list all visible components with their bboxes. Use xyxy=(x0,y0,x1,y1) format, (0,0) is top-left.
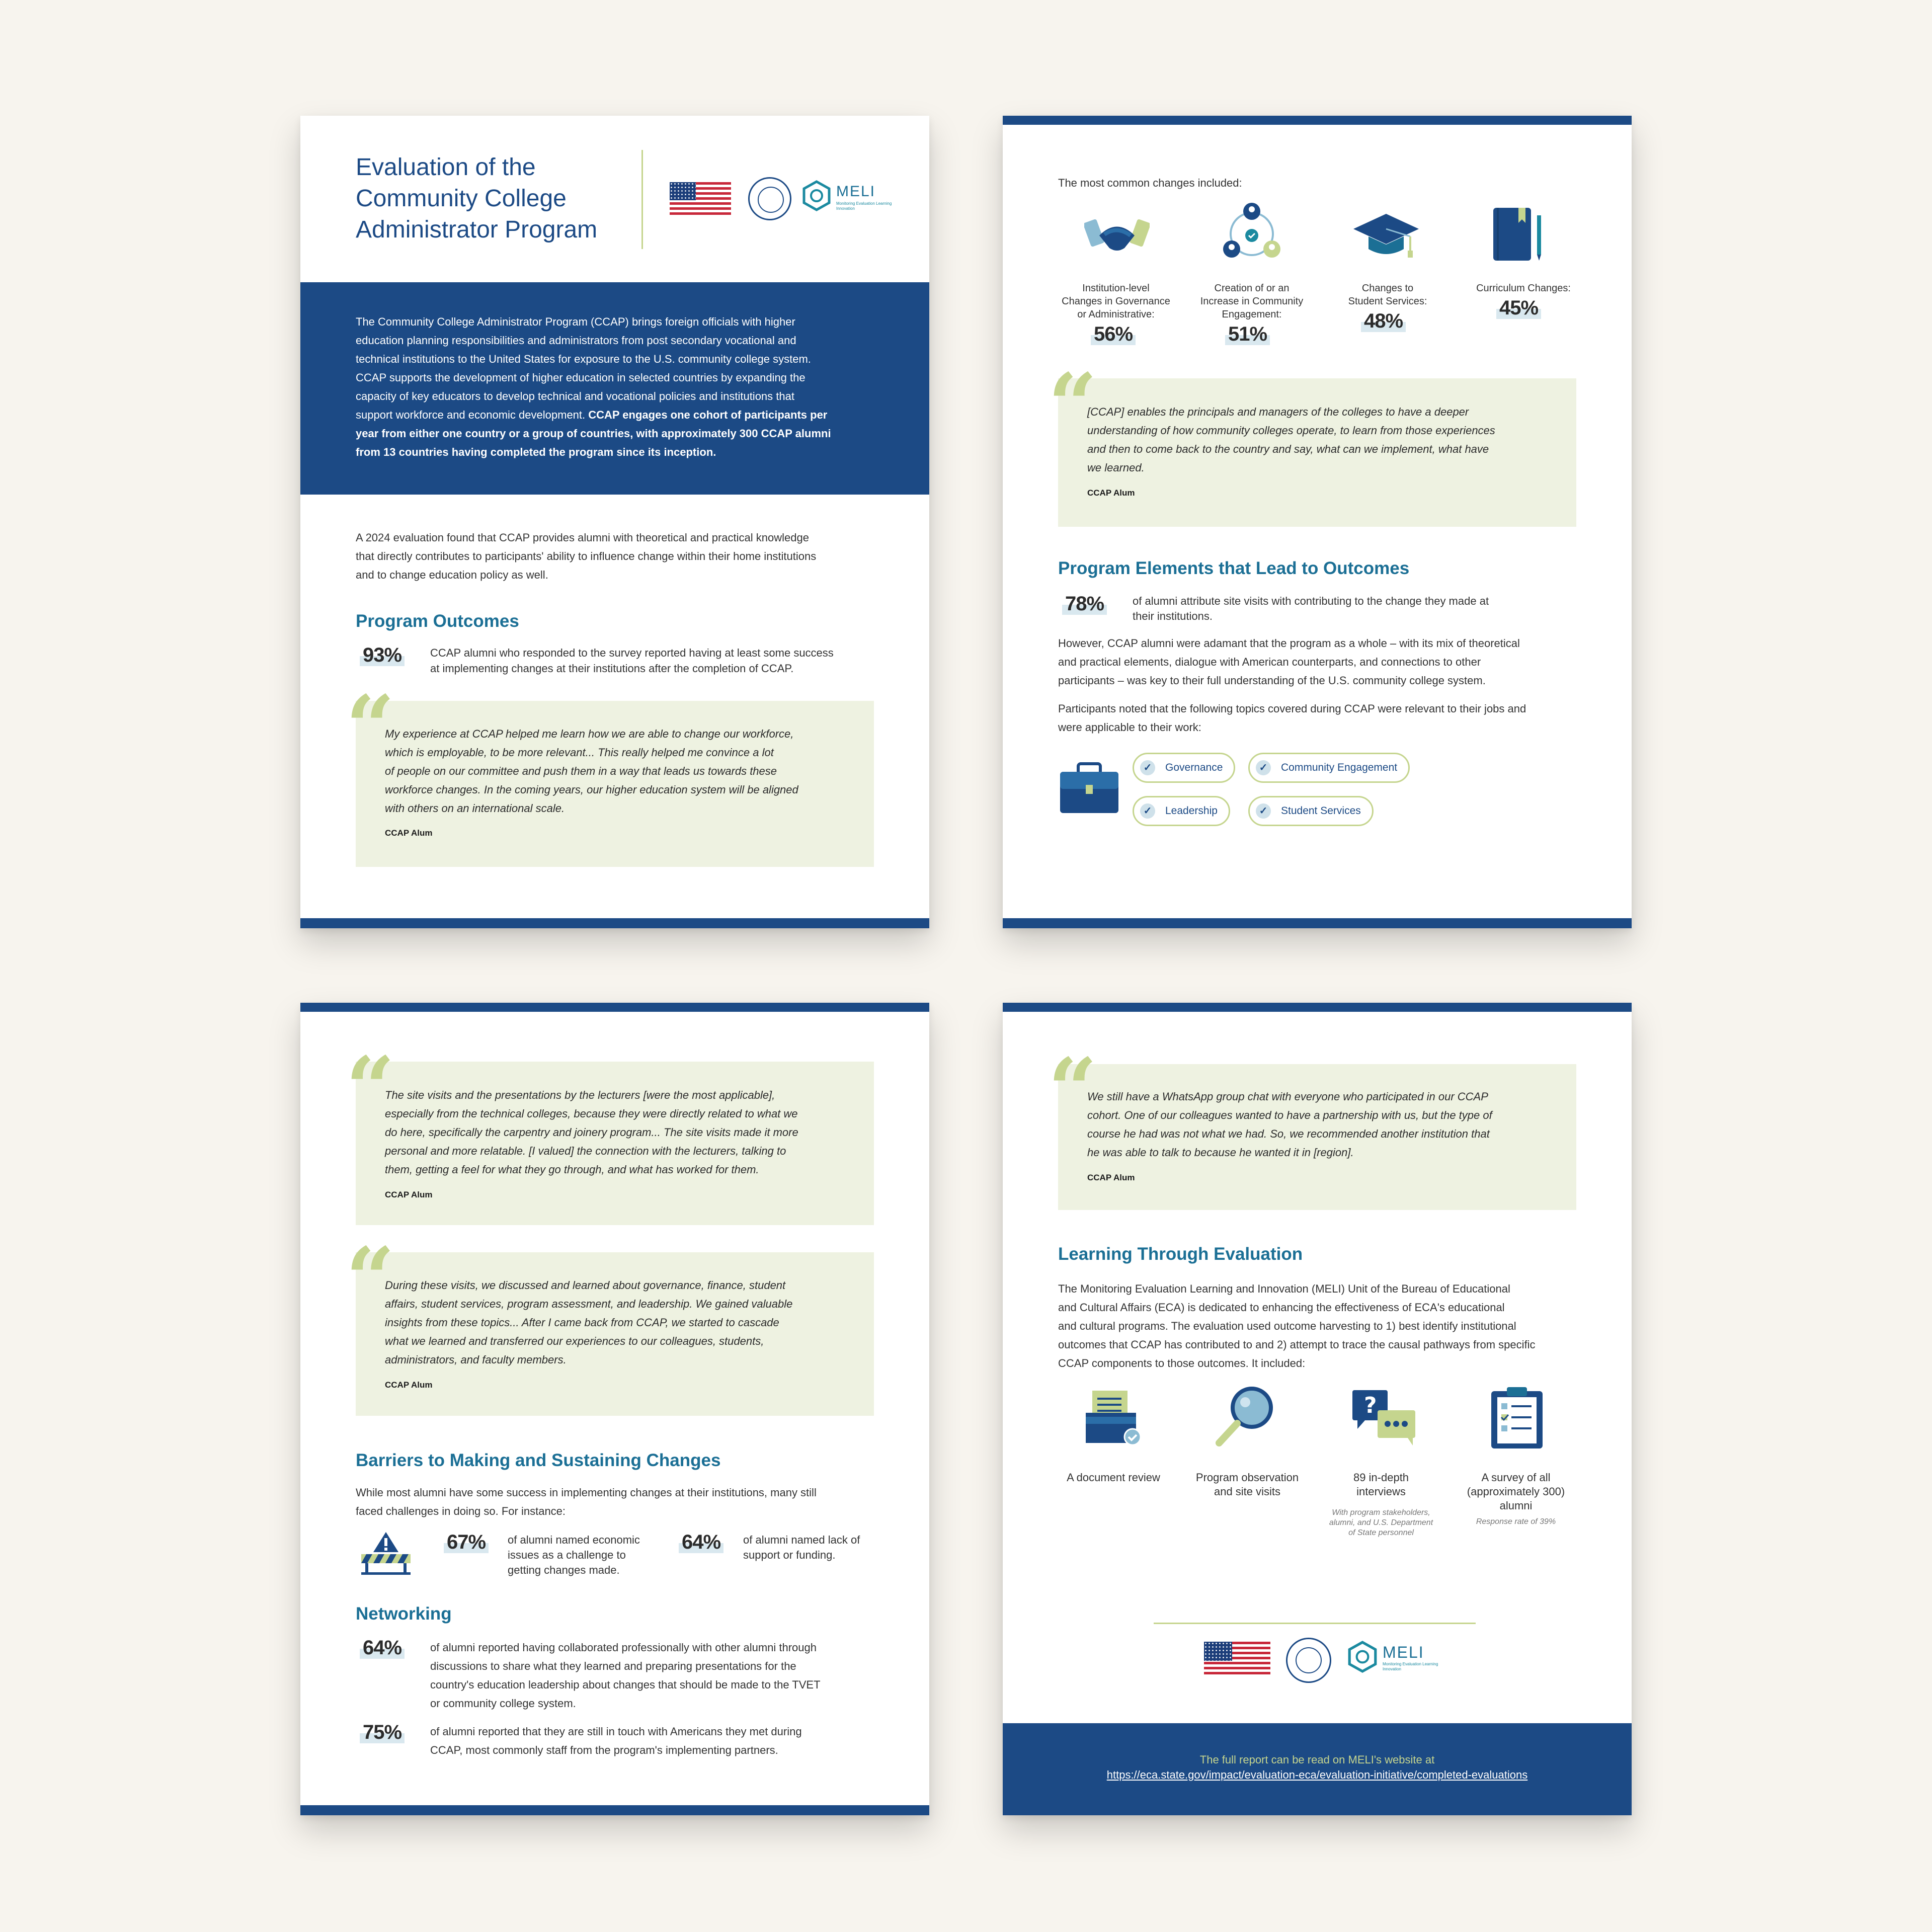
intro-highlight: from 13 countries having completed the program since its inception. xyxy=(356,446,716,458)
quote-line: them, getting a feel for what they go through, and what has worked for them. xyxy=(385,1163,759,1176)
quote-attribution: CCAP Alum xyxy=(1087,1173,1135,1182)
meli-logo-tagline: Monitoring Evaluation Learning Innovation xyxy=(1383,1662,1438,1671)
quote-line: The site visits and the presentations by the lecturers [were the most applicable], xyxy=(385,1089,775,1101)
quote-line: We still have a WhatsApp group chat with everyone who participated in our CCAP xyxy=(1087,1090,1488,1103)
alum-quote-text xyxy=(1087,1087,1492,1162)
method-note-interviews xyxy=(1316,1508,1446,1538)
barrier-line: issues as a challenge to xyxy=(508,1549,626,1561)
alum-quote-text-2 xyxy=(385,1276,792,1369)
page-top-bar xyxy=(1003,116,1632,125)
however-line: and practical elements, dialogue with American counterparts, and connections to other xyxy=(1058,656,1481,668)
quote-mark-icon: “ xyxy=(1048,355,1097,455)
learning-line: CCAP components to those outcomes. It included: xyxy=(1058,1357,1306,1370)
intro-line xyxy=(356,406,831,424)
quote-line: of people on our committee and push them in a way that leads us towards these xyxy=(385,765,777,777)
check-icon: ✓ xyxy=(1140,760,1155,775)
footer-text: The full report can be read on MELI's website at xyxy=(1199,1753,1435,1766)
networking-pct: 75% xyxy=(360,1721,405,1743)
barrier-line: getting changes made. xyxy=(508,1564,620,1576)
site-visit-pct: 78% xyxy=(1062,593,1107,615)
quote-mark-icon: “ xyxy=(346,1038,395,1139)
roadblock-warning-icon xyxy=(358,1530,414,1575)
change-pct-community xyxy=(1225,323,1270,346)
quote-line: administrators, and faculty members. xyxy=(385,1353,567,1366)
site-visit-text xyxy=(1133,594,1489,624)
networking-stat-1 xyxy=(360,1637,405,1659)
note-line: alumni, and U.S. Department xyxy=(1329,1518,1433,1527)
networking-line: of alumni reported having collaborated professionally with other alumni through xyxy=(430,1641,817,1654)
change-pct-governance xyxy=(1091,323,1136,346)
barrier-funding-text xyxy=(743,1533,860,1563)
quote-mark-icon: “ xyxy=(346,677,395,777)
finding-line: that directly contributes to participants' ability to influence change within their home institutions xyxy=(356,550,817,562)
method-line: A survey of all xyxy=(1481,1471,1551,1484)
footer-banner xyxy=(1003,1723,1632,1815)
quote-attribution: CCAP Alum xyxy=(1087,488,1135,498)
barriers-heading: Barriers to Making and Sustaining Changes xyxy=(356,1451,721,1470)
quote-line: understanding of how community colleges operate, to learn from those experiences xyxy=(1087,424,1495,437)
method-line: A document review xyxy=(1067,1471,1160,1484)
learning-heading: Learning Through Evaluation xyxy=(1058,1244,1303,1264)
intro-line: technical institutions to the United States for exposure to the U.S. community college system. xyxy=(356,353,811,365)
footer-divider xyxy=(1154,1623,1476,1624)
survey-clipboard-icon xyxy=(1489,1385,1545,1450)
alum-quote-text xyxy=(1087,403,1495,477)
quote-attribution: CCAP Alum xyxy=(385,1380,433,1390)
topics-line: were applicable to their work: xyxy=(1058,721,1201,734)
method-label-document-review xyxy=(1048,1471,1179,1485)
barrier-pct: 67% xyxy=(444,1531,489,1553)
alum-quote-text-1 xyxy=(385,1086,798,1179)
learning-line: The Monitoring Evaluation Learning and Innovation (MELI) Unit of the Bureau of Educational xyxy=(1058,1282,1510,1295)
outcome-stat xyxy=(360,644,405,667)
method-line: interviews xyxy=(1356,1485,1406,1498)
document-title xyxy=(356,152,597,246)
us-flag-logo xyxy=(670,182,731,215)
quote-mark-icon: “ xyxy=(1048,1039,1097,1140)
finding-line: A 2024 evaluation found that CCAP provides alumni with theoretical and practical knowledge xyxy=(356,531,809,544)
page-bottom-bar xyxy=(300,1805,929,1815)
meli-logo-icon xyxy=(801,180,832,211)
title-line: Administrator Program xyxy=(356,216,598,243)
outcome-line: CCAP alumni who responded to the survey reported having at least some success xyxy=(430,647,834,659)
intro-line: education planning responsibilities and administrators from post secondary vocational and xyxy=(356,334,796,347)
label-line: Institution-level xyxy=(1082,283,1150,294)
topic-label: Community Engagement xyxy=(1281,762,1398,773)
meli-logo-tagline: Monitoring Evaluation Learning Innovation xyxy=(836,201,892,211)
barrier-line: of alumni named lack of xyxy=(743,1534,860,1546)
change-label-student-services xyxy=(1320,282,1456,308)
label-line: Creation of or an xyxy=(1214,283,1290,294)
topic-label: Student Services xyxy=(1281,805,1361,817)
networking-text-2 xyxy=(430,1722,802,1759)
outcome-text xyxy=(430,645,834,676)
barriers-line: faced challenges in doing so. For instance: xyxy=(356,1505,566,1517)
however-line: participants – was key to their full understanding of the U.S. community college system. xyxy=(1058,674,1486,687)
change-pct-curriculum xyxy=(1496,297,1541,319)
barriers-line: While most alumni have some success in implementing changes at their institutions, many still xyxy=(356,1486,817,1499)
method-note-survey xyxy=(1451,1517,1581,1527)
meli-logo-name: MELI xyxy=(1383,1643,1424,1661)
however-paragraph xyxy=(1058,634,1520,690)
learning-line: and Cultural Affairs (ECA) is dedicated to enhancing the effectiveness of ECA's educational xyxy=(1058,1301,1505,1314)
finding-line: and to change education policy as well. xyxy=(356,569,548,581)
topic-label: Leadership xyxy=(1165,805,1218,817)
label-line: Changes to xyxy=(1361,283,1414,294)
pct-value: 48% xyxy=(1361,310,1406,332)
site-visit-line: of alumni attribute site visits with contributing to the change they made at xyxy=(1133,595,1489,607)
method-label-interviews xyxy=(1316,1471,1446,1499)
method-line: (approximately 300) xyxy=(1467,1485,1565,1498)
learning-line: and cultural programs. The evaluation used outcome harvesting to 1) best identify institutional xyxy=(1058,1320,1516,1332)
change-pct-student-services xyxy=(1361,310,1406,333)
state-department-seal-logo xyxy=(748,177,791,220)
page-3 xyxy=(300,1003,929,1815)
page-bottom-bar xyxy=(300,918,929,928)
label-line: Engagement: xyxy=(1222,309,1282,320)
intro-line: capacity of key educators to develop technical and vocational policies and institutions that xyxy=(356,390,794,403)
svg-text:?: ? xyxy=(1364,1393,1377,1418)
quote-line: personal and more relatable. [I valued] the connection with the lecturers, talking to xyxy=(385,1145,786,1157)
intro-highlight: year from either one country or a group of countries, with approximately 300 CCAP alumni xyxy=(356,427,831,440)
method-label-observation xyxy=(1182,1471,1313,1499)
interview-chat-icon xyxy=(1350,1388,1418,1448)
quote-line: he was able to talk to because he wanted it in [region]. xyxy=(1087,1146,1354,1159)
quote-line: insights from these topics... After I came back from CCAP, we started to cascade xyxy=(385,1316,779,1329)
barrier-pct: 64% xyxy=(679,1531,723,1553)
networking-line: CCAP, most commonly staff from the program's implementing partners. xyxy=(430,1744,778,1756)
outcome-line: at implementing changes at their institutions after the completion of CCAP. xyxy=(430,662,794,675)
label-line: Curriculum Changes: xyxy=(1476,283,1571,294)
quote-line: do here, specifically the carpentry and joinery program... The site visits made it more xyxy=(385,1126,798,1139)
state-department-seal-logo xyxy=(1286,1638,1331,1683)
title-line: Community College xyxy=(356,185,567,212)
page-top-bar xyxy=(300,1003,929,1012)
meli-logo-icon xyxy=(1346,1641,1379,1673)
learning-line: outcomes that CCAP has contributed to and 2) attempt to trace the causal pathways from specific xyxy=(1058,1338,1536,1351)
pct-value: 51% xyxy=(1225,323,1270,345)
full-report-link[interactable]: https://eca.state.gov/impact/evaluation-eca/evaluation-initiative/completed-evaluations xyxy=(1106,1768,1528,1781)
page-1 xyxy=(300,116,929,928)
alum-quote-text xyxy=(385,725,798,818)
quote-line: especially from the technical colleges, because they were directly related to what we xyxy=(385,1107,798,1120)
check-icon: ✓ xyxy=(1256,803,1271,819)
quote-line: course he had was not what we had. So, we recommended another institution that xyxy=(1087,1128,1490,1140)
quote-line: and then to come back to the country and say, what can we implement, what have xyxy=(1087,443,1489,455)
page-top-bar xyxy=(1003,1003,1632,1012)
method-label-survey xyxy=(1451,1471,1581,1513)
graduation-cap-icon xyxy=(1351,211,1421,262)
quote-line: [CCAP] enables the principals and managers of the colleges to have a deeper xyxy=(1087,406,1469,418)
pct-value: 56% xyxy=(1091,323,1136,345)
program-outcomes-heading: Program Outcomes xyxy=(356,611,519,631)
topic-chip-governance xyxy=(1133,753,1235,783)
handshake-icon xyxy=(1084,205,1150,261)
magnifier-icon xyxy=(1214,1385,1277,1448)
site-visit-line: their institutions. xyxy=(1133,610,1213,622)
barrier-funding-stat xyxy=(679,1531,723,1554)
label-line: Increase in Community xyxy=(1200,296,1304,307)
program-elements-heading: Program Elements that Lead to Outcomes xyxy=(1058,558,1410,578)
barrier-line: support or funding. xyxy=(743,1549,836,1561)
networking-text-1 xyxy=(430,1638,821,1713)
networking-line: of alumni reported that they are still in touch with Americans they met during xyxy=(430,1725,802,1738)
networking-heading: Networking xyxy=(356,1604,452,1624)
document-review-icon xyxy=(1083,1388,1144,1448)
page-4 xyxy=(1003,1003,1632,1815)
site-visit-stat xyxy=(1062,593,1107,615)
networking-line: country's education leadership about changes that should be made to the TVET xyxy=(430,1678,821,1691)
quote-line: cohort. One of our colleagues wanted to have a partnership with us, but the type of xyxy=(1087,1109,1492,1121)
quote-line: we learned. xyxy=(1087,461,1145,474)
page-2 xyxy=(1003,116,1632,928)
note-line: With program stakeholders, xyxy=(1332,1508,1430,1517)
quote-attribution: CCAP Alum xyxy=(385,828,433,838)
title-line: Evaluation of the xyxy=(356,154,536,181)
quote-line: During these visits, we discussed and learned about governance, finance, student xyxy=(385,1279,786,1292)
page-bottom-bar xyxy=(1003,918,1632,928)
outcome-pct: 93% xyxy=(360,644,405,666)
networking-line: discussions to share what they learned and preparing presentations for the xyxy=(430,1660,796,1672)
quote-line: affairs, student services, program assessment, and leadership. We gained valuable xyxy=(385,1298,793,1310)
title-divider xyxy=(641,150,643,249)
intro-paragraph xyxy=(356,312,831,461)
method-line: Program observation xyxy=(1195,1471,1299,1484)
footer-link-wrap xyxy=(1003,1767,1632,1783)
label-line: Changes in Governance xyxy=(1062,296,1170,307)
intro-line: The Community College Administrator Program (CCAP) brings foreign officials with higher xyxy=(356,315,795,328)
barrier-economic-text xyxy=(508,1533,640,1578)
changes-intro: The most common changes included: xyxy=(1058,177,1242,189)
pct-value: 45% xyxy=(1496,297,1541,319)
quote-line: what we learned and transferred our experiences to our colleagues, students, xyxy=(385,1335,764,1347)
topic-chip-student-services xyxy=(1248,796,1374,826)
quote-attribution: CCAP Alum xyxy=(385,1190,433,1199)
note-line: of State personnel xyxy=(1348,1528,1414,1537)
note-line: Response rate of 39% xyxy=(1476,1517,1556,1526)
check-icon: ✓ xyxy=(1140,803,1155,819)
intro-banner xyxy=(300,282,929,495)
quote-line: with others on an international scale. xyxy=(385,802,565,815)
barrier-economic-stat xyxy=(444,1531,489,1554)
notebook-pencil-icon xyxy=(1491,205,1546,263)
community-network-icon xyxy=(1219,201,1284,264)
topic-chip-community-engagement xyxy=(1248,753,1410,783)
label-line: or Administrative: xyxy=(1077,309,1155,320)
change-label-community xyxy=(1184,282,1320,321)
briefcase-icon xyxy=(1058,760,1120,815)
networking-pct: 64% xyxy=(360,1637,405,1659)
check-icon: ✓ xyxy=(1256,760,1271,775)
quote-line: workforce changes. In the coming years, our higher education system will be aligned xyxy=(385,783,798,796)
change-label-curriculum xyxy=(1456,282,1591,295)
barriers-paragraph xyxy=(356,1483,817,1520)
meli-logo-name: MELI xyxy=(836,183,876,200)
topics-paragraph xyxy=(1058,699,1526,737)
intro-text: support workforce and economic development. xyxy=(356,409,589,421)
however-line: However, CCAP alumni were adamant that the program as a whole – with its mix of theoretical xyxy=(1058,637,1520,650)
topic-chip-leadership xyxy=(1133,796,1230,826)
intro-highlight: CCAP engages one cohort of participants per xyxy=(588,409,828,421)
learning-paragraph xyxy=(1058,1279,1536,1373)
barrier-line: of alumni named economic xyxy=(508,1534,640,1546)
label-line: Student Services: xyxy=(1348,296,1427,307)
method-line: and site visits xyxy=(1214,1485,1281,1498)
us-flag-logo xyxy=(1204,1642,1270,1677)
change-label-governance xyxy=(1048,282,1184,321)
quote-line: which is employable, to be more relevant... This really helped me convince a lot xyxy=(385,746,774,759)
intro-line: CCAP supports the development of higher education in selected countries by expanding the xyxy=(356,371,806,384)
quote-mark-icon: “ xyxy=(346,1229,395,1329)
networking-line: or community college system. xyxy=(430,1697,576,1710)
method-line: alumni xyxy=(1499,1499,1533,1512)
topic-label: Governance xyxy=(1165,762,1223,773)
topics-line: Participants noted that the following topics covered during CCAP were relevant to their jobs and xyxy=(1058,702,1526,715)
networking-stat-2 xyxy=(360,1721,405,1744)
quote-line: My experience at CCAP helped me learn how we are able to change our workforce, xyxy=(385,728,794,740)
finding-paragraph xyxy=(356,528,816,584)
method-line: 89 in-depth xyxy=(1353,1471,1409,1484)
